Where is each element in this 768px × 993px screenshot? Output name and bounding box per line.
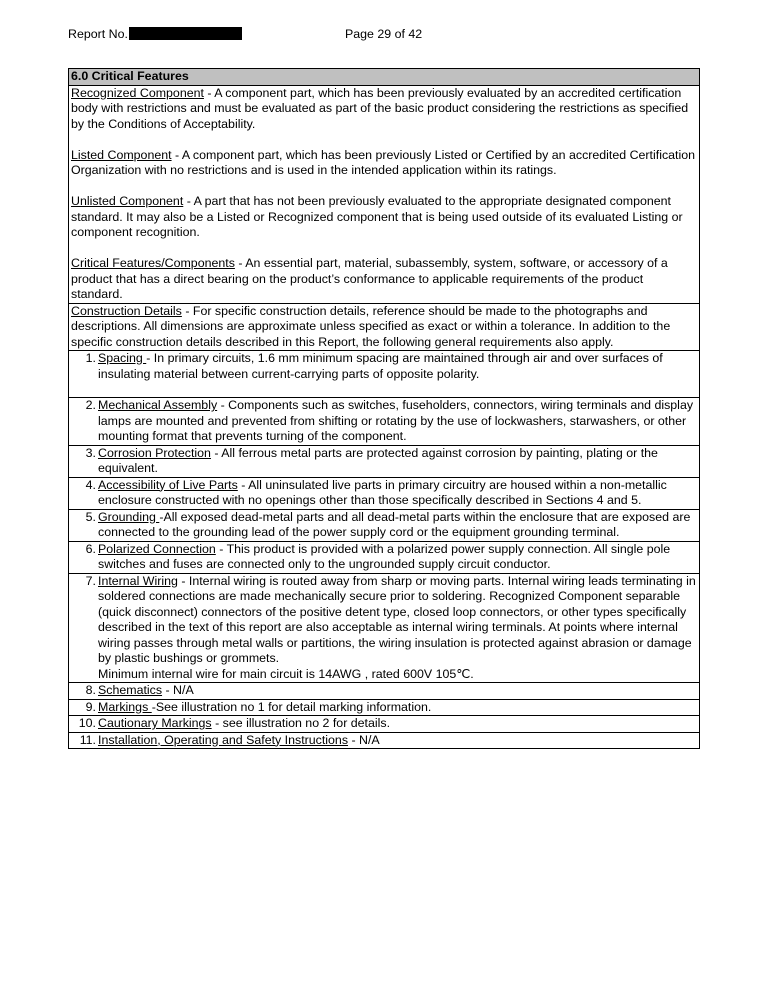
- definition-text: - A part that has not been previously evaluated to the appropriate designated component standard. It may also be a Listed or Recognized component that is being used outside of its evaluated Listing or component recognition.: [71, 194, 683, 239]
- table-row: [69, 541, 700, 573]
- item-text: - All ferrous metal parts are protected against corrosion by painting, plating or the equivalent.: [98, 445, 658, 475]
- list-item: [71, 733, 697, 749]
- table-row: [69, 699, 700, 716]
- list-item: [71, 398, 697, 445]
- item-text: -See illustration no 1 for detail marking information.: [151, 699, 432, 714]
- item-term: Cautionary Markings: [98, 716, 212, 730]
- item-term: Markings: [98, 699, 152, 714]
- table-row: [69, 732, 700, 749]
- definition-text: - A component part, which has been previously Listed or Certified by an accredited Certification Organization with no restrictions and is used in the intended application within its ratings.: [71, 147, 696, 177]
- definition-paragraph: [71, 148, 697, 179]
- item-text: - Components such as switches, fuseholders, connectors, wiring terminals and display lamps are mounted and prevented from shifting or rotating by the use of lockwashers, starwashers, or other mounting format that prevents turning of the component.: [98, 398, 694, 443]
- page-number: Page 29 of 42: [345, 27, 423, 41]
- definition-paragraph: [71, 86, 697, 133]
- table-row: [69, 351, 700, 398]
- item-number: 5.: [85, 509, 96, 524]
- item-text: - This product is provided with a polarized power supply connection. All single pole switches and fuses are connected only to the ungrounded supply circuit conductor.: [98, 541, 671, 571]
- list-item: [71, 542, 697, 573]
- definition-paragraph: [71, 194, 697, 241]
- item-number: 7.: [85, 573, 96, 588]
- item-number: 3.: [85, 445, 96, 460]
- item-number: 11.: [79, 732, 96, 747]
- item-number: 2.: [85, 398, 96, 412]
- section-title: 6.0 Critical Features: [69, 69, 700, 86]
- item-term: Corrosion Protection: [98, 445, 211, 460]
- list-item: [71, 574, 697, 683]
- item-term: Accessibility of Live Parts: [98, 477, 238, 492]
- table-row: [69, 398, 700, 446]
- construction-text: - For specific construction details, reference should be made to the photographs and descriptions. All dimensions are approximate unless specified as exact or within a tolerance. In addition to the specific construction details described in this Report, the following general requirements also apply.: [71, 303, 671, 349]
- construction-row: [69, 303, 700, 351]
- critical-features-table: [68, 68, 700, 749]
- item-number: 10.: [78, 716, 96, 730]
- list-item: [71, 700, 697, 716]
- construction-term: Construction Details: [71, 303, 182, 318]
- list-item: [71, 478, 697, 509]
- item-term: Polarized Connection: [98, 541, 216, 556]
- item-term: Mechanical Assembly: [98, 398, 218, 412]
- definitions-cell: [69, 85, 700, 303]
- item-term: Grounding: [98, 509, 160, 524]
- definitions-row: [69, 85, 700, 303]
- definition-text: - A component part, which has been previously evaluated by an accredited certification body with restrictions and must be evaluated as part of the basic product considering the restrictions as specified by the Conditions of Acceptability.: [71, 85, 689, 131]
- item-number: 6.: [85, 541, 96, 556]
- table-row: [69, 573, 700, 683]
- report-label: Report No.: [68, 27, 128, 41]
- item-number: 9.: [85, 699, 96, 714]
- definition-term: Unlisted Component: [71, 194, 184, 208]
- report-number: [68, 27, 242, 41]
- item-text: - All uninsulated live parts in primary circuitry are housed within a non-metallic enclosure constructed with no openings other than those specifically described in Sections 4 and 5.: [98, 477, 667, 507]
- list-item: [71, 351, 697, 382]
- item-text: - In primary circuits, 1.6 mm minimum spacing are maintained through air and over surfaces of insulating material between current-carrying parts of opposite polarity.: [98, 351, 663, 381]
- definition-text: - An essential part, material, subassembly, system, software, or accessory of a product that has a direct bearing on the product’s conformance to applicable requirements of the product standard.: [71, 256, 668, 301]
- item-extra-text: Minimum internal wire for main circuit is 14AWG , rated 600V 105℃.: [98, 666, 474, 681]
- page-header: [68, 27, 700, 45]
- item-number: 4.: [85, 477, 96, 492]
- redaction-bar: [129, 27, 242, 40]
- definition-term: Critical Features/Components: [71, 256, 235, 270]
- definition-term: Listed Component: [71, 147, 172, 162]
- list-item: [71, 446, 697, 477]
- item-term: Internal Wiring: [98, 573, 178, 588]
- item-text: - see illustration no 2 for details.: [211, 716, 391, 730]
- definition-paragraph: [71, 256, 697, 303]
- item-term: Schematics: [98, 683, 163, 697]
- definition-term: Recognized Component: [71, 85, 204, 100]
- item-text: - N/A: [162, 683, 194, 697]
- table-row: [69, 716, 700, 733]
- table-row: [69, 445, 700, 477]
- list-item: [71, 716, 697, 732]
- item-text: -All exposed dead-metal parts and all dead-metal parts within the enclosure that are exposed are connected to the grounding lead of the power supply cord or the equipment grounding terminal.: [98, 509, 691, 539]
- item-number: 8.: [85, 683, 96, 697]
- table-row: [69, 477, 700, 509]
- item-text: - N/A: [348, 732, 380, 747]
- item-number: 1.: [85, 351, 96, 365]
- item-term: Spacing: [98, 351, 147, 365]
- list-item: [71, 683, 697, 699]
- construction-cell: [69, 303, 700, 351]
- table-row: [69, 509, 700, 541]
- table-row: [69, 683, 700, 700]
- item-text: - Internal wiring is routed away from sharp or moving parts. Internal wiring leads terminating in soldered connections are made mechanically secure prior to soldering. Recognized Component separable (quick disconnect) connectors of the positive detent type, closed loop connectors, or other types specifically described in the text of this report are also acceptable as internal wiring terminals. At points where internal wiring passes through metal walls or partitions, the wiring insulation is protected against abrasion or damage by plastic bushings or grommets.: [98, 573, 696, 665]
- title-row: [69, 69, 700, 86]
- item-term: Installation, Operating and Safety Instructions: [98, 732, 349, 747]
- list-item: [71, 510, 697, 541]
